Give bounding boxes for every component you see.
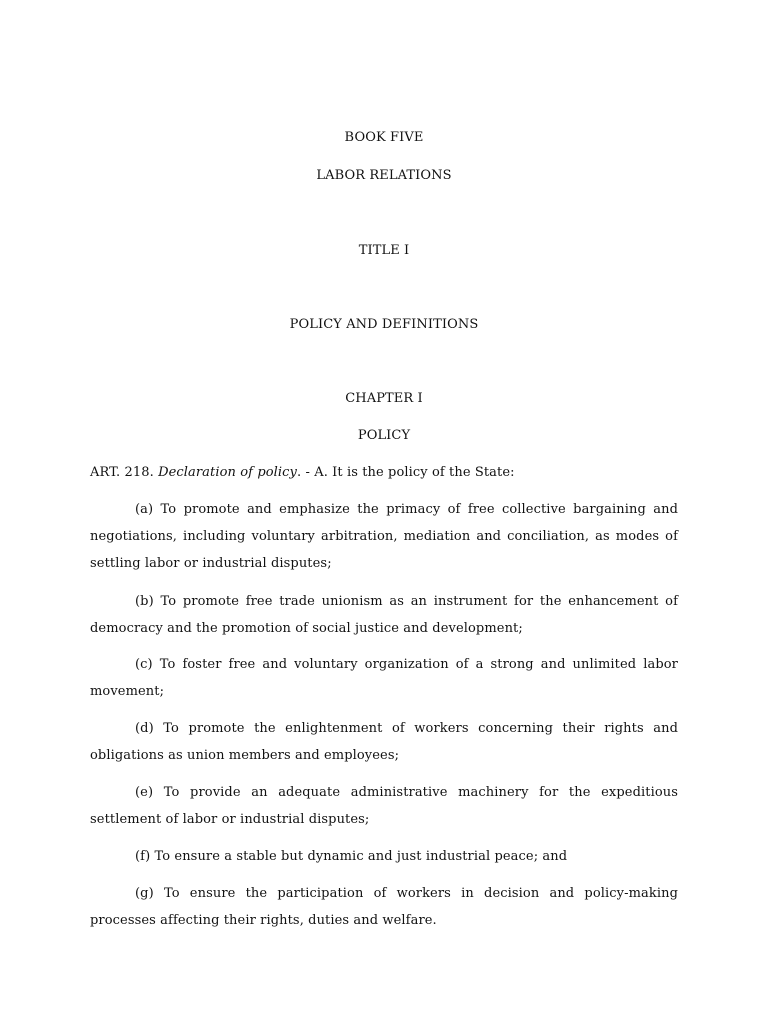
article-heading: Declaration of policy xyxy=(158,465,298,480)
policy-paragraph-e: (e) To provide an adequate administrative machinery for the expeditious settlement of labor or industrial disputes; xyxy=(90,785,678,827)
policy-paragraph-c: (c) To foster free and voluntary organization of a strong and unlimited labor movement; xyxy=(90,657,678,699)
book-title-heading: LABOR RELATIONS xyxy=(316,168,452,183)
policy-paragraph-d: (d) To promote the enlightenment of workers concerning their rights and obligations as union members and employees; xyxy=(90,721,678,763)
policy-paragraph-a: (a) To promote and emphasize the primacy of free collective bargaining and negotiations, including voluntary arbitration, mediation and conciliation, as modes of settling labor or industrial disputes; xyxy=(90,502,678,571)
policy-paragraph-g: (g) To ensure the participation of workers in decision and policy-making processes affecting their rights, duties and welfare. xyxy=(90,886,678,928)
chapter-heading: CHAPTER I xyxy=(345,391,423,406)
article-line xyxy=(90,465,680,480)
policy-paragraph-b: (b) To promote free trade unionism as an instrument for the enhancement of democracy and the promotion of social justice and development; xyxy=(90,594,678,636)
title-heading: TITLE I xyxy=(358,243,410,258)
title-name-heading: POLICY AND DEFINITIONS xyxy=(289,317,479,332)
policy-paragraph-f: (f) To ensure a stable but dynamic and just industrial peace; and xyxy=(135,849,568,864)
book-heading: BOOK FIVE xyxy=(344,130,424,145)
chapter-name-heading: POLICY xyxy=(357,428,411,443)
article-number: ART. 218. xyxy=(90,465,154,480)
article-lead: . - A. It is the policy of the State: xyxy=(297,465,515,480)
